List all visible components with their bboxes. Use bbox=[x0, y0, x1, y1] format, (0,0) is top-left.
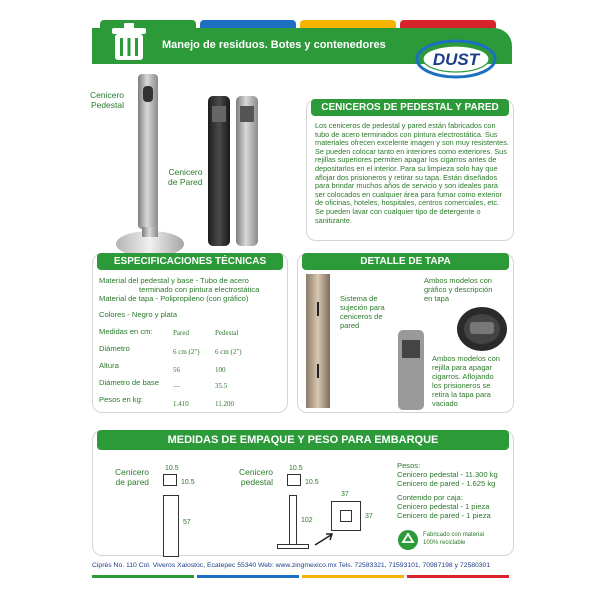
weight-wall: Cenicero de pared - 1.625 kg bbox=[397, 479, 496, 488]
wall-box-top bbox=[163, 474, 177, 486]
base-box-inner bbox=[340, 510, 352, 522]
spec-measures-label: Medidas en cm: bbox=[99, 327, 153, 336]
spec-row-pedestal: 11.200 bbox=[215, 400, 234, 408]
ped-pole bbox=[289, 495, 297, 545]
content-title: Contenido por caja: bbox=[397, 493, 463, 502]
tab-blue bbox=[200, 20, 296, 28]
lid-photo bbox=[456, 306, 508, 352]
note-grill: Ambos modelos con rejilla para apagar cigarros. Aflojando los prisioneros se retira la tapa para vaciado bbox=[432, 354, 500, 408]
spec-row-pedestal: 35.5 bbox=[215, 382, 228, 390]
bar-yellow bbox=[302, 575, 404, 578]
specs-box bbox=[92, 253, 288, 413]
label-pedestal: Cenicero Pedestal bbox=[90, 90, 125, 110]
wall-dim-side: 10.5 bbox=[181, 479, 195, 486]
description-box bbox=[306, 99, 514, 241]
dust-logo bbox=[415, 38, 497, 80]
ped-box-top bbox=[287, 474, 301, 486]
content-pedestal: Cenicero pedestal - 1 pieza bbox=[397, 502, 490, 511]
ped-dim-side: 10.5 bbox=[305, 479, 319, 486]
weight-pedestal: Cenicero pedestal - 11.300 kg bbox=[397, 470, 498, 479]
spec-row-pared: 6 cm (2") bbox=[173, 348, 200, 356]
bar-green bbox=[92, 575, 194, 578]
note-support: Sistema de sujeción para ceniceros de pared bbox=[340, 294, 385, 330]
specs-title: ESPECIFICACIONES TÉCNICAS bbox=[97, 253, 283, 270]
product-photo bbox=[108, 72, 298, 277]
packing-box bbox=[92, 430, 514, 556]
pack-wall-label: Cenicero de pared bbox=[115, 467, 150, 487]
arrow-icon bbox=[313, 531, 335, 547]
ped-dim-height: 102 bbox=[301, 517, 313, 524]
footer-address: Ciprés No. 110 Col. Viveros Xalostoc, Ecatepec 55340 Web: www.zingmexico.mx Tels. 72583321, 71593101, 70987198 y 72580301 bbox=[92, 562, 491, 569]
bottom-color-bars bbox=[92, 575, 512, 578]
spec-row-label: Diámetro bbox=[99, 344, 130, 353]
page-title: Manejo de residuos. Botes y contenedores bbox=[162, 39, 386, 51]
base-dim-top: 37 bbox=[341, 491, 349, 498]
spec-row-pared: — bbox=[173, 382, 180, 390]
tab-yellow bbox=[300, 20, 396, 28]
recycle-icon bbox=[397, 529, 419, 551]
spec-col-pared: Pared bbox=[173, 329, 189, 337]
label-wall: Cenicero de Pared bbox=[168, 167, 203, 187]
spec-row-pedestal: 100 bbox=[215, 366, 226, 374]
top-color-tabs bbox=[100, 20, 500, 28]
base-dim-side: 37 bbox=[365, 513, 373, 520]
content-wall: Cenicero de pared - 1 pieza bbox=[397, 511, 491, 520]
spec-material-tapa: Material de tapa - Polipropileno (con gráfico) bbox=[99, 294, 249, 303]
wall-tube-photo bbox=[306, 274, 330, 408]
spec-material-2: terminado con pintura electrostática bbox=[139, 285, 260, 294]
logo-text: DUST bbox=[432, 50, 480, 69]
spec-row-pedestal: 6 cm (2") bbox=[215, 348, 242, 356]
description-text: Los ceniceros de pedestal y pared están fabricados con tubo de acero terminados con pintura electrostática. Sus materiales ofrecen excelente imagen y son muy resistentes. Se pueden colocar tanto en interiores como exteriores. Sus rejillas superiores permiten apagar los cigarros antes de depositarlos en el interior. Para su limpieza solo hay que aflojar dos prisioneros y retirar su tapa. Están diseñados para brindar muchos años de servicio y son ideales para ser colocados en cualquier área para fumar como exterior de oficinas, hoteles, hospitales, centros comerciales, etc. Se pueden lavar con cualquier tipo de detergente o sanitizante. bbox=[315, 121, 509, 225]
tab-red bbox=[400, 20, 496, 28]
wall-box-side bbox=[163, 495, 179, 557]
trash-bin-icon bbox=[112, 22, 146, 62]
wall-dim-height: 57 bbox=[183, 519, 191, 526]
weights-title: Pesos: bbox=[397, 461, 421, 470]
spec-colors: Colores - Negro y plata bbox=[99, 310, 178, 319]
packing-title: MEDIDAS DE EMPAQUE Y PESO PARA EMBARQUE bbox=[97, 430, 509, 450]
ped-dim-top: 10.5 bbox=[289, 465, 303, 472]
pack-ped-label: Cenicero pedestal bbox=[239, 467, 274, 487]
spec-row-label: Altura bbox=[99, 361, 119, 370]
spec-row-label: Pesos en kg: bbox=[99, 395, 143, 404]
spec-row-pared: 1.410 bbox=[173, 400, 189, 408]
spec-row-pared: 56 bbox=[173, 366, 180, 374]
bar-red bbox=[407, 575, 509, 578]
detail-box bbox=[297, 253, 514, 413]
bar-blue bbox=[197, 575, 299, 578]
wall-dim-top: 10.5 bbox=[165, 465, 179, 472]
spec-col-pedestal: Pedestal bbox=[215, 329, 239, 337]
spec-material-1: Material del pedestal y base - Tubo de acero bbox=[99, 276, 249, 285]
note-graphic: Ambos modelos con gráfico y descripción en tapa bbox=[424, 276, 493, 303]
description-title: CENICEROS DE PEDESTAL Y PARED bbox=[311, 99, 509, 116]
ped-base bbox=[277, 544, 309, 549]
spec-row-label: Diámetro de base bbox=[99, 378, 159, 387]
recycle-text: Fabricado con material 100% reciclable bbox=[423, 532, 485, 546]
grill-photo bbox=[398, 330, 424, 410]
detail-title: DETALLE DE TAPA bbox=[302, 253, 509, 270]
